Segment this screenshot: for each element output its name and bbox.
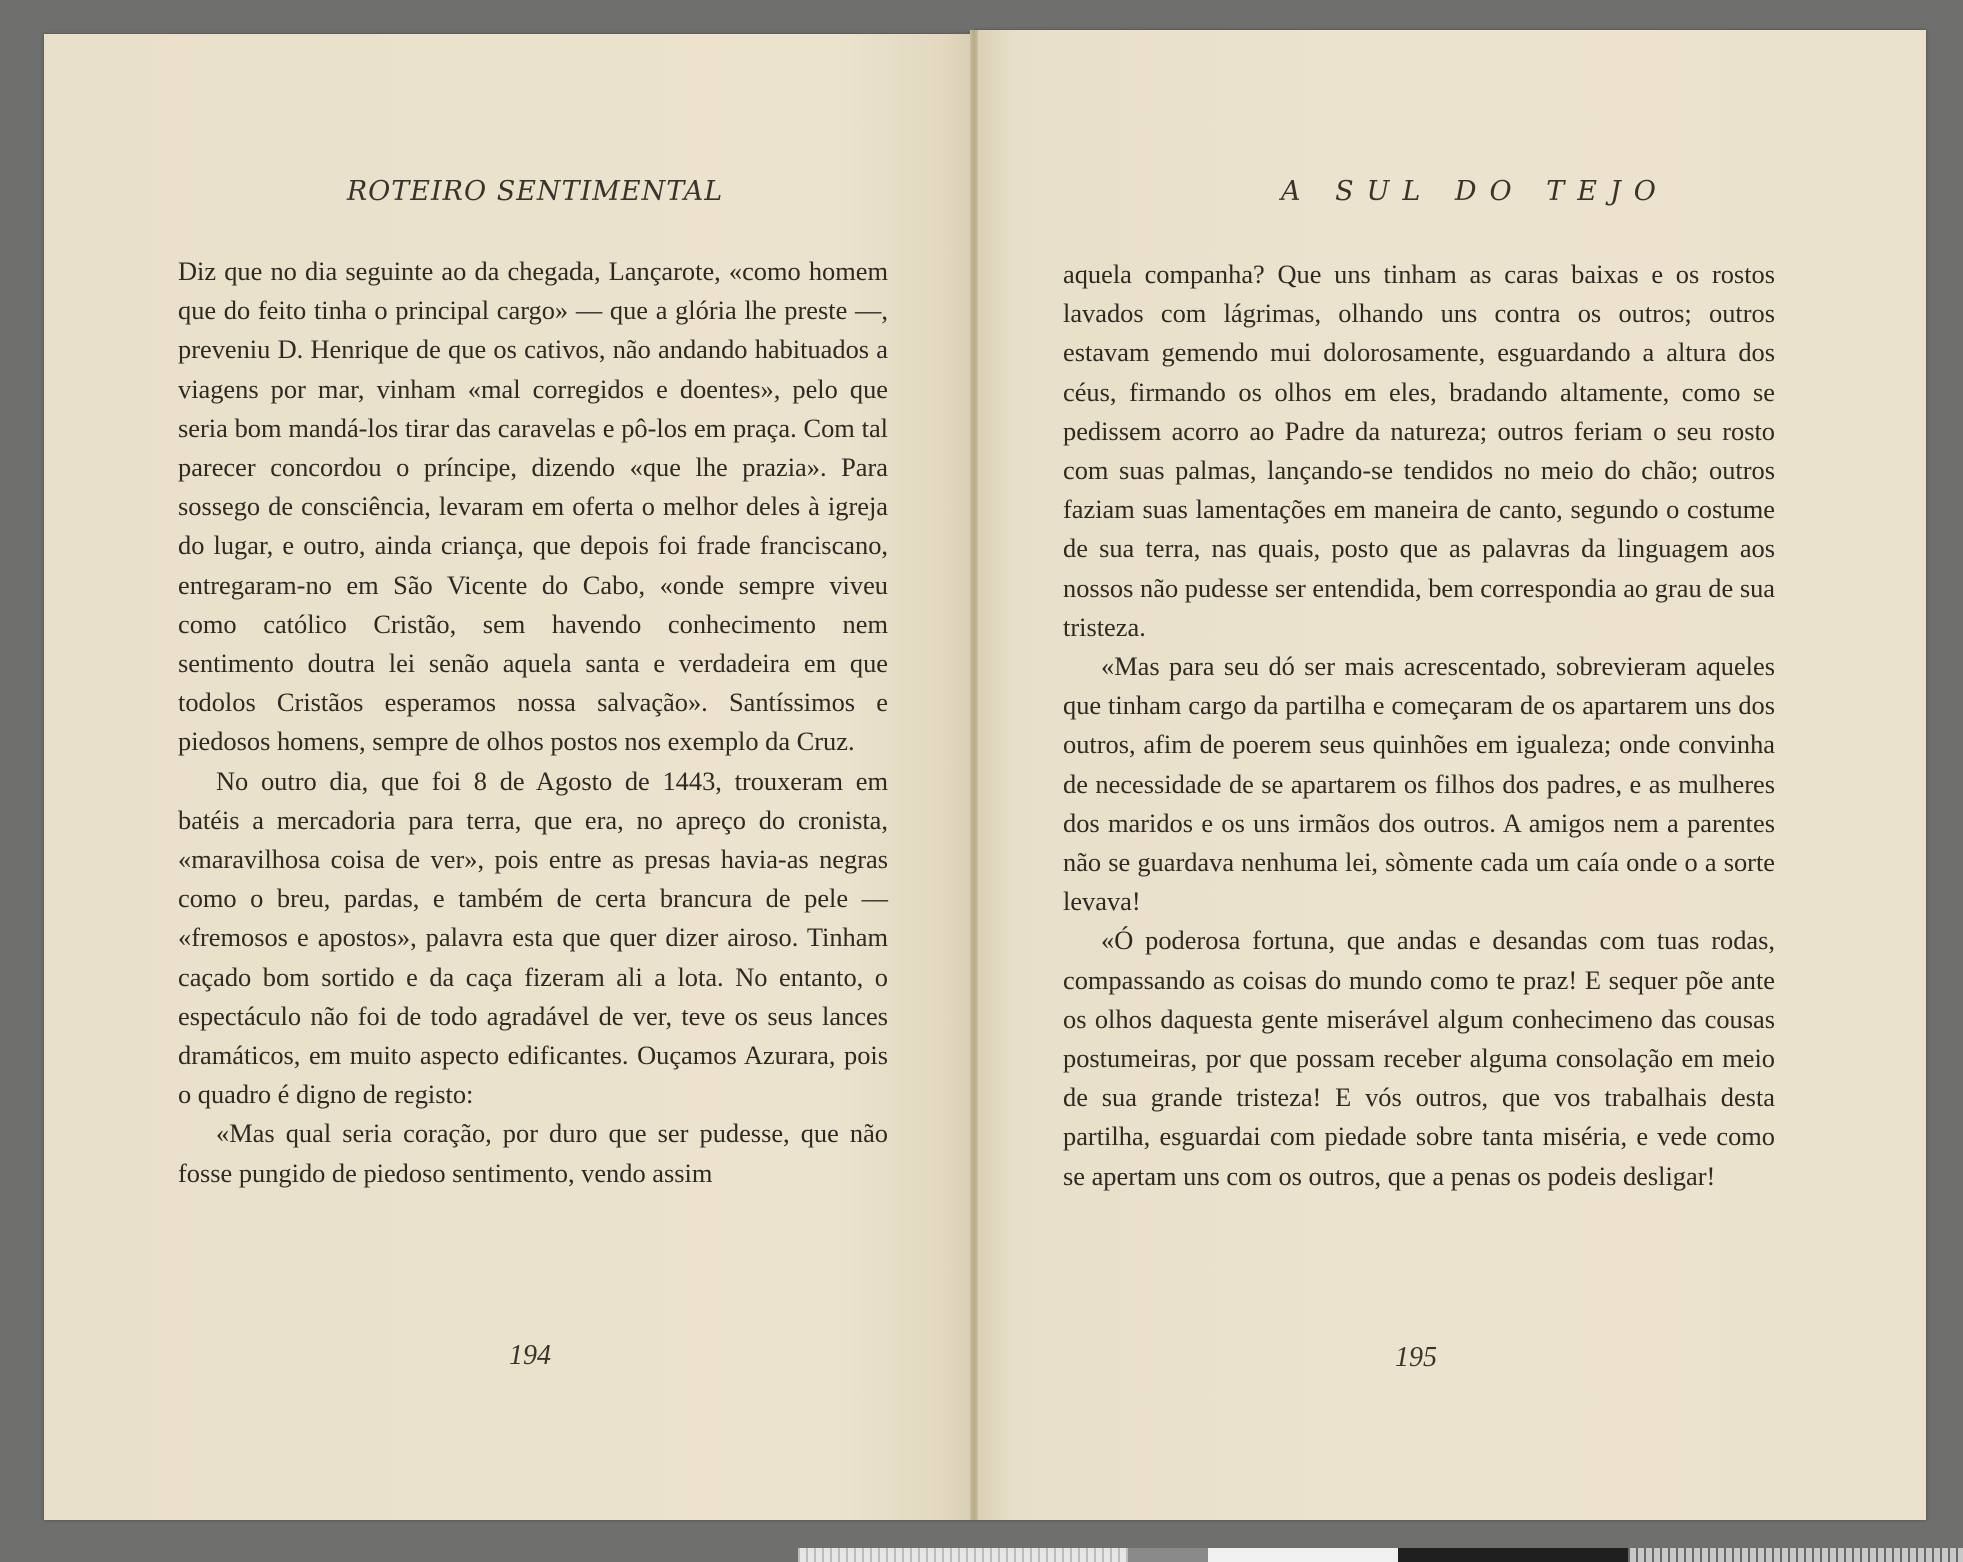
scale-segment <box>1628 1548 1963 1562</box>
paragraph: No outro dia, que foi 8 de Agosto de 1443, trouxeram em batéis a mercadoria para terra, que era, no apreço do cronista, «maravilhosa coisa de ver», pois entre as presas havia-as negras como o breu, pardas, e também de certa brancura de pele — «fremosos e apostos», palavra esta que quer dizer airoso. Tinham caçado bom sortido e da caça fizeram ali a lota. No entanto, o espectáculo não foi de todo agradável de ver, teve os seus lances dramáticos, em muito aspecto edificantes. Ouçamos Azurara, pois o quadro é digno de registo: <box>178 765 888 1110</box>
paragraph: Diz que no dia seguinte ao da chegada, Lançarote, «como homem que do feito tinha o principal cargo» — que a glória lhe preste —, preveniu D. Henrique de que os cativos, não andando habituados a viagens por mar, vinham «mal corregidos e doentes», pelo que seria bom mandá-los tirar das caravelas e pô-los em praça. Com tal parecer concordou o príncipe, dizendo «que lhe prazia». Para sossego de consciência, levaram em oferta o melhor deles à igreja do lugar, e outro, ainda criança, que depois foi frade franciscano, entregaram-no em São Vicente do Cabo, «onde sempre viveu como católico Cristão, sem havendo conhecimento nem sentimento doutra lei senão aquela santa e verdadeira em que todolos Cristãos esperamos nossa salvação». Santíssimos e piedosos homens, sempre de olhos postos nos exemplo da Cruz. <box>178 256 888 757</box>
paragraph: «Mas para seu dó ser mais acrescentado, sobrevieram aqueles que tinham cargo da partilha e começaram de os apartarem uns dos outros, afim de poerem seus quinhões em igualeza; onde convinha de necessidade de se apartarem os filhos dos padres, e as mulheres dos maridos e os uns irmãos dos outros. A amigos nem a parentes não se guardava nenhuma lei, sòmente cada um caía onde o a sorte levava! <box>1063 651 1775 917</box>
scale-segment <box>1128 1548 1208 1562</box>
paragraph: aquela companha? Que uns tinham as caras baixas e os rostos lavados com lágrimas, olhando uns contra os outros; outros estavam gemendo mui dolorosamente, esguardando a altura dos céus, firmando os olhos em eles, bradando altamente, como se pedissem acorro ao Padre da natureza; outros feriam o seu rosto com suas palmas, lançando-se tendidos no meio do chão; outros faziam suas lamentações em maneira de canto, segundo o costume de sua terra, nas quais, posto que as palavras da linguagem aos nossos não pudesse ser entendida, bem correspondia ao grau de sua tristeza. <box>1063 259 1775 642</box>
right-page-number: 195 <box>1395 1342 1437 1373</box>
scale-segment <box>798 1548 1128 1562</box>
scale-segment <box>1208 1548 1398 1562</box>
left-page-body <box>178 252 888 1193</box>
scale-segment <box>1398 1548 1628 1562</box>
paragraph: «Ó poderosa fortuna, que andas e desandas com tuas rodas, compassando as coisas do mundo como te praz! E sequer põe ante os olhos daquesta gente miserável algum conhecimeno das cousas postumeiras, por que possam receber alguma consolação em meio de sua grande tristeza! E vós outros, que vos trabalhais desta partilha, esguardai com piedade sobre tanta miséria, e vede como se apertam uns com os outros, que a penas os podeis desligar! <box>1063 925 1775 1191</box>
book-gutter <box>970 30 978 1520</box>
right-page-body <box>1063 255 1775 1196</box>
right-running-head: A SUL DO TEJO <box>1281 176 1669 207</box>
left-page-number: 194 <box>509 1340 551 1371</box>
paragraph: «Mas qual seria coração, por duro que ser pudesse, que não fosse pungido de piedoso sentimento, vendo assim <box>178 1118 888 1188</box>
color-scale-bar <box>798 1548 1963 1562</box>
left-running-head: ROTEIRO SENTIMENTAL <box>346 176 724 207</box>
